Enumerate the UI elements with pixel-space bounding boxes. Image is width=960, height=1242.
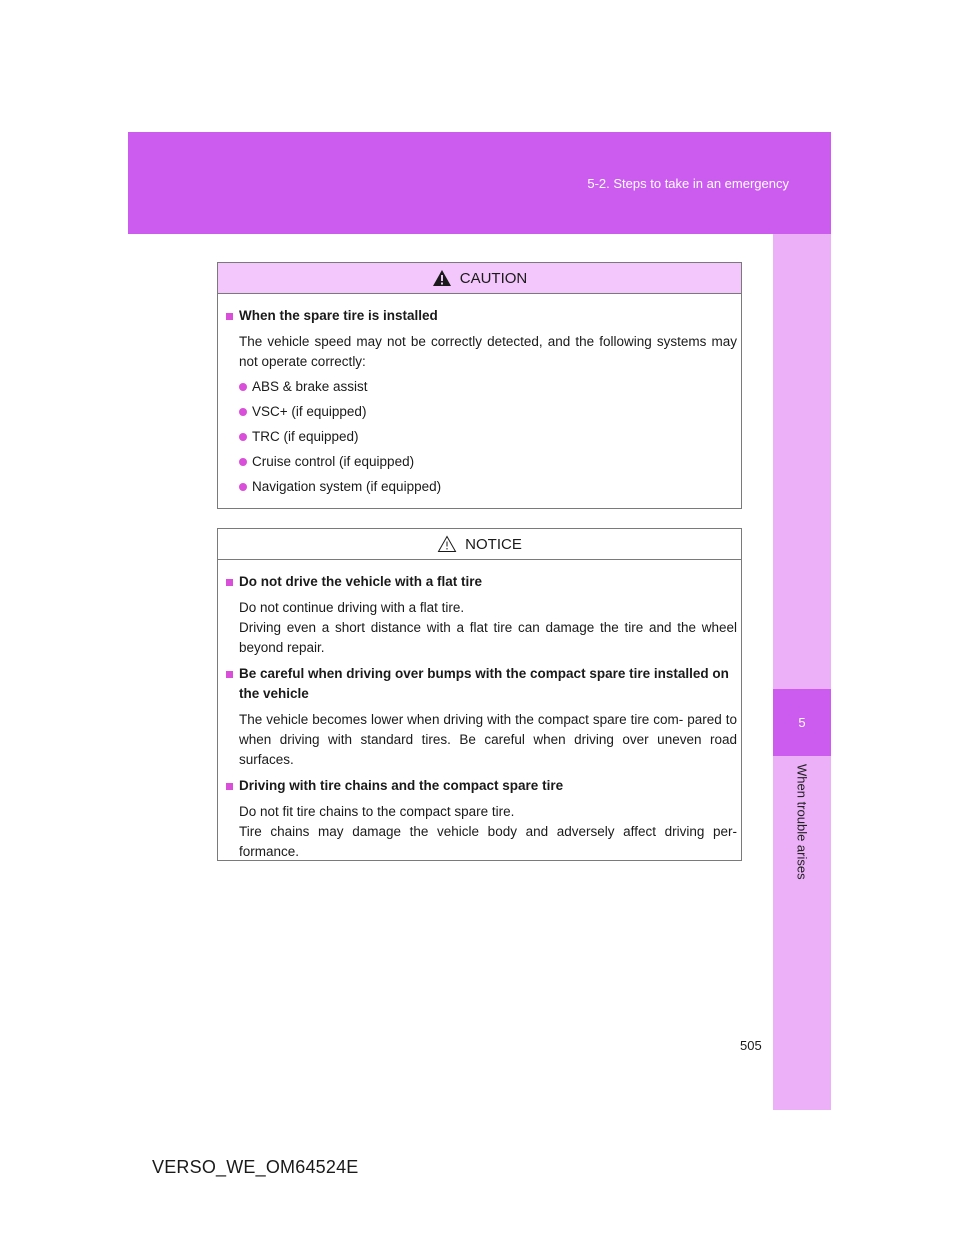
notice-heading xyxy=(223,572,737,592)
warning-outline-icon xyxy=(437,535,457,553)
notice-paragraph xyxy=(239,710,737,770)
round-bullet-icon xyxy=(239,483,247,491)
warning-triangle-icon xyxy=(432,269,452,287)
list-item xyxy=(239,402,737,422)
notice-title: NOTICE xyxy=(465,535,522,553)
notice-box xyxy=(217,528,742,861)
notice-header xyxy=(218,529,741,560)
caution-heading xyxy=(223,306,737,326)
notice-line: Tire chains may damage the vehicle body and adversely affect driving per- formance. xyxy=(239,824,737,859)
chapter-number-block xyxy=(773,689,831,756)
chapter-number: 5 xyxy=(798,715,806,730)
caution-header xyxy=(218,263,741,294)
list-item xyxy=(239,427,737,447)
round-bullet-icon xyxy=(239,458,247,466)
chapter-title: When trouble arises xyxy=(794,764,810,880)
chapter-side-tab xyxy=(773,234,831,1110)
square-bullet-icon xyxy=(226,671,233,678)
notice-heading xyxy=(223,776,737,796)
notice-line: Do not fit tire chains to the compact spare tire. xyxy=(239,804,515,819)
square-bullet-icon xyxy=(226,313,233,320)
list-item xyxy=(239,477,737,497)
notice-paragraph xyxy=(239,598,737,658)
document-code: VERSO_WE_OM64524E xyxy=(152,1157,359,1177)
notice-heading-text: Do not drive the vehicle with a flat tire xyxy=(239,574,483,589)
caution-intro: The vehicle speed may not be correctly detected, and the following systems may not operate correctly: xyxy=(239,334,737,369)
page-number: 505 xyxy=(740,1038,762,1053)
caution-title: CAUTION xyxy=(459,269,528,287)
notice-body xyxy=(218,560,741,862)
notice-line: The vehicle becomes lower when driving with the compact spare tire com- pared to when driving with standard tires. Be careful when driving over uneven road surfaces. xyxy=(239,712,737,767)
list-item-text: ABS & brake assist xyxy=(252,379,368,394)
notice-line: Driving even a short distance with a flat tire can damage the tire and the wheel beyond repair. xyxy=(239,620,737,655)
square-bullet-icon xyxy=(226,783,233,790)
square-bullet-icon xyxy=(226,579,233,586)
notice-heading-text: Driving with tire chains and the compact spare tire xyxy=(239,778,564,793)
header-band xyxy=(128,132,831,234)
list-item-text: Cruise control (if equipped) xyxy=(252,454,415,469)
round-bullet-icon xyxy=(239,408,247,416)
round-bullet-icon xyxy=(239,383,247,391)
caution-box xyxy=(217,262,742,509)
caution-body xyxy=(218,294,741,497)
list-item-text: Navigation system (if equipped) xyxy=(252,479,442,494)
list-item xyxy=(239,377,737,397)
notice-line: Do not continue driving with a flat tire. xyxy=(239,600,465,615)
notice-heading xyxy=(223,664,737,704)
list-item xyxy=(239,452,737,472)
notice-paragraph xyxy=(239,802,737,862)
round-bullet-icon xyxy=(239,433,247,441)
section-title: 5-2. Steps to take in an emergency xyxy=(587,176,789,191)
list-item-text: VSC+ (if equipped) xyxy=(252,404,367,419)
notice-heading-text: Be careful when driving over bumps with the compact spare tire installed on the vehicle xyxy=(239,666,729,701)
caution-heading-text: When the spare tire is installed xyxy=(239,308,438,323)
list-item-text: TRC (if equipped) xyxy=(252,429,359,444)
